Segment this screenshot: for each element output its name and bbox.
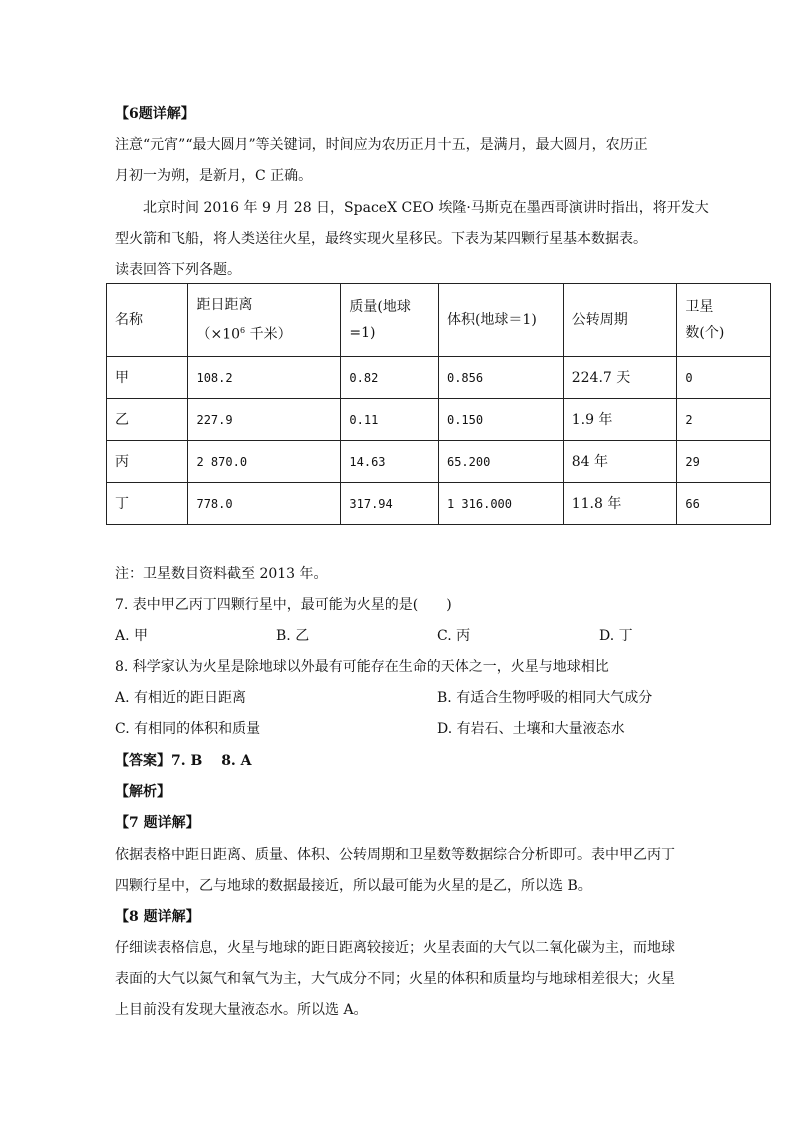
answer-line: 【答案】7. B 8. A: [115, 753, 252, 769]
q7-stem: 7. 表中甲乙丙丁四颗行星中，最可能为火星的是( ): [115, 597, 452, 613]
cell-volume: 0.150: [438, 399, 563, 441]
header-period: 公转周期: [563, 284, 677, 357]
header-mass: 质量(地球=1): [341, 284, 439, 357]
q8-explanation-header: 【8 题详解】: [115, 909, 200, 925]
cell-name: 丁: [107, 483, 188, 525]
cell-satellites: 29: [677, 441, 771, 483]
q6-explanation-line-1: 注意“元宵”“最大圆月”等关键词，时间应为农历正月十五，是满月，最大圆月，农历正: [115, 137, 648, 153]
cell-volume: 0.856: [438, 357, 563, 399]
header-satellites-line-1: 卫星: [685, 299, 714, 315]
q8-explanation-line-2: 表面的大气以氮气和氧气为主，大气成分不同；火星的体积和质量均与地球相差很大；火星: [115, 971, 675, 987]
intro-line-1: 北京时间 2016 年 9 月 28 日，SpaceX CEO 埃隆·马斯克在墨西哥演讲时指出，将开发大: [143, 200, 709, 216]
q7-option-b: B. 乙: [276, 628, 310, 644]
cell-name: 丙: [107, 441, 188, 483]
table-header-row: [107, 284, 771, 357]
intro-line-2: 型火箭和飞船，将人类送往火星，最终实现火星移民。下表为某四颗行星基本数据表。: [115, 231, 647, 247]
q8-explanation-line-1: 仔细读表格信息，火星与地球的距日距离较接近；火星表面的大气以二氧化碳为主，而地球: [115, 940, 675, 956]
cell-volume: 65.200: [438, 441, 563, 483]
cell-distance: 227.9: [188, 399, 341, 441]
cell-mass: 0.11: [341, 399, 439, 441]
cell-distance: 778.0: [188, 483, 341, 525]
q7-option-d: D. 丁: [599, 628, 633, 644]
cell-period: 224.7 天: [563, 357, 677, 399]
q6-explanation-line-2: 月初一为朔，是新月，C 正确。: [115, 168, 313, 184]
cell-period: 11.8 年: [563, 483, 677, 525]
q8-stem: 8. 科学家认为火星是除地球以外最有可能存在生命的天体之一，火星与地球相比: [115, 659, 609, 675]
table-row: [107, 399, 771, 441]
table-note: 注：卫星数目资料截至 2013 年。: [115, 566, 328, 582]
cell-satellites: 0: [677, 357, 771, 399]
cell-mass: 0.82: [341, 357, 439, 399]
q8-option-c: C. 有相同的体积和质量: [115, 721, 261, 737]
header-distance-unit-post: 千米）: [245, 326, 292, 343]
cell-mass: 14.63: [341, 441, 439, 483]
header-distance-line-2: [196, 318, 332, 348]
planet-data-table: [106, 283, 771, 525]
cell-volume: 1 316.000: [438, 483, 563, 525]
q8-option-a: A. 有相近的距日距离: [115, 690, 247, 706]
header-satellites-line-2: 数(个): [685, 325, 725, 341]
cell-satellites: 2: [677, 399, 771, 441]
header-distance-unit-pre: （×10: [196, 326, 241, 343]
q7-option-a: A. 甲: [115, 628, 149, 644]
table-row: [107, 441, 771, 483]
q7-option-c: C. 丙: [437, 628, 471, 644]
cell-period: 84 年: [563, 441, 677, 483]
cell-name: 乙: [107, 399, 188, 441]
cell-distance: 2 870.0: [188, 441, 341, 483]
table-row: [107, 357, 771, 399]
header-distance-line-1: 距日距离: [196, 297, 253, 314]
header-distance: [188, 284, 341, 357]
header-distance-unit-exp: 6: [240, 326, 246, 336]
q7-explanation-line-2: 四颗行星中，乙与地球的数据最接近，所以最可能为火星的是乙，所以选 B。: [115, 878, 592, 894]
q7-explanation-line-1: 依据表格中距日距离、质量、体积、公转周期和卫星数等数据综合分析即可。表中甲乙丙丁: [115, 847, 675, 863]
intro-line-3: 读表回答下列各题。: [115, 262, 241, 278]
cell-name: 甲: [107, 357, 188, 399]
cell-mass: 317.94: [341, 483, 439, 525]
header-name: 名称: [107, 284, 188, 357]
cell-satellites: 66: [677, 483, 771, 525]
header-satellites: [677, 284, 771, 357]
q7-explanation-header: 【7 题详解】: [115, 815, 200, 831]
q8-option-b: B. 有适合生物呼吸的相同大气成分: [437, 690, 653, 706]
cell-distance: 108.2: [188, 357, 341, 399]
analysis-header: 【解析】: [115, 784, 171, 800]
table-row: [107, 483, 771, 525]
q6-header: 【6题详解】: [115, 106, 195, 122]
q8-option-d: D. 有岩石、土壤和大量液态水: [437, 721, 625, 737]
header-volume: 体积(地球＝1): [438, 284, 563, 357]
q8-explanation-line-3: 上目前没有发现大量液态水。所以选 A。: [115, 1002, 368, 1018]
cell-period: 1.9 年: [563, 399, 677, 441]
